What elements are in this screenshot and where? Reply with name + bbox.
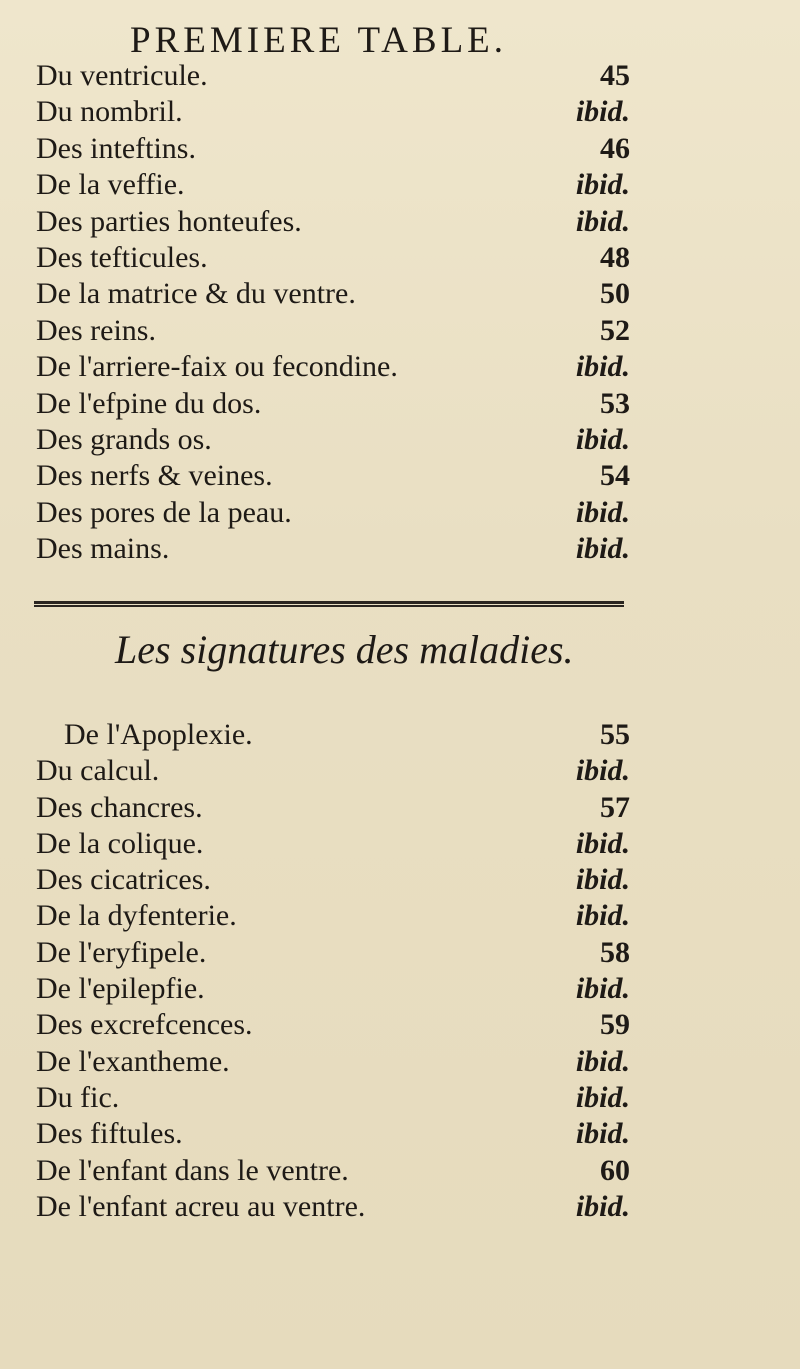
entry-title: De l'efpine du dos.	[36, 386, 262, 420]
entry-title: Des cicatrices.	[36, 863, 211, 897]
running-head: PREMIERE TABLE.	[130, 20, 508, 61]
index-entry	[36, 495, 630, 531]
index-entry	[36, 1116, 630, 1152]
entry-title: Des chancres.	[36, 790, 203, 824]
index-entry	[36, 458, 630, 494]
entry-page-ref: ibid.	[575, 899, 630, 933]
entry-page-ref: ibid.	[575, 754, 630, 788]
anatomy-list	[36, 58, 630, 567]
entry-page-ref: ibid.	[575, 1117, 630, 1151]
index-entry	[36, 1007, 630, 1043]
entry-page-ref: ibid.	[575, 204, 630, 238]
entry-title: Des pores de la peau.	[36, 495, 292, 529]
index-entry	[36, 898, 630, 934]
index-entry	[36, 167, 630, 203]
entry-page-ref: ibid.	[575, 350, 630, 384]
entry-title: Des excrefcences.	[36, 1008, 253, 1042]
entry-page-ref: 57	[600, 790, 630, 824]
index-entry	[36, 313, 630, 349]
entry-title: De la colique.	[36, 826, 204, 860]
entry-page-ref: 58	[600, 935, 630, 969]
index-entry	[36, 971, 630, 1007]
entry-title: Du fic.	[36, 1080, 120, 1114]
entry-title: De l'epilepfie.	[36, 972, 205, 1006]
index-entry	[36, 131, 630, 167]
entry-title: De l'eryfipele.	[36, 935, 207, 969]
entry-page-ref: 50	[600, 277, 630, 311]
entry-title: De la matrice & du ventre.	[36, 277, 356, 311]
index-entry	[36, 349, 630, 385]
entry-title: Des nerfs & veines.	[36, 459, 273, 493]
index-entry	[36, 826, 630, 862]
index-entry	[36, 1080, 630, 1116]
entry-page-ref: ibid.	[575, 95, 630, 129]
entry-page-ref: ibid.	[575, 495, 630, 529]
entry-page-ref: ibid.	[575, 1044, 630, 1078]
entry-title: De la dyfenterie.	[36, 899, 237, 933]
index-entry	[36, 717, 630, 753]
entry-title: De la veffie.	[36, 168, 185, 202]
ornamental-rule	[34, 601, 624, 607]
section-heading: Les signatures des maladies.	[115, 627, 574, 672]
entry-page-ref: 46	[600, 131, 630, 165]
index-entry	[36, 276, 630, 312]
entry-title: Du calcul.	[36, 754, 160, 788]
entry-page-ref: 55	[600, 718, 630, 751]
index-entry	[36, 94, 630, 130]
entry-title: De l'Apoplexie.	[64, 718, 253, 751]
index-entry	[36, 1044, 630, 1080]
entry-page-ref: 48	[600, 240, 630, 274]
entry-page-ref: ibid.	[575, 863, 630, 897]
entry-title: Des parties honteufes.	[36, 204, 302, 238]
entry-title: Du nombril.	[36, 95, 183, 129]
index-entry	[36, 422, 630, 458]
entry-title: Du ventricule.	[36, 59, 208, 92]
index-entry	[36, 862, 630, 898]
entry-title: Des mains.	[36, 532, 170, 566]
disease-list	[36, 717, 630, 1225]
index-entry	[36, 531, 630, 567]
entry-page-ref: 60	[600, 1153, 630, 1187]
entry-page-ref: ibid.	[575, 532, 630, 566]
entry-title: De l'enfant acreu au ventre.	[36, 1189, 366, 1223]
entry-title: Des inteftins.	[36, 131, 196, 165]
entry-page-ref: ibid.	[575, 1189, 630, 1223]
entry-title: Des reins.	[36, 313, 156, 347]
index-entry	[36, 1189, 630, 1225]
entry-title: Des fiftules.	[36, 1117, 183, 1151]
entry-page-ref: ibid.	[575, 826, 630, 860]
entry-page-ref: 53	[600, 386, 630, 420]
entry-title: Des grands os.	[36, 422, 212, 456]
entry-title: De l'enfant dans le ventre.	[36, 1153, 349, 1187]
index-entry	[36, 204, 630, 240]
index-entry	[36, 1153, 630, 1189]
entry-page-ref: 45	[600, 59, 630, 92]
index-entry	[36, 240, 630, 276]
entry-title: Des tefticules.	[36, 240, 208, 274]
index-entry	[36, 58, 630, 94]
index-entry	[36, 790, 630, 826]
entry-title: De l'arriere-faix ou fecondine.	[36, 350, 398, 384]
entry-page-ref: 59	[600, 1008, 630, 1042]
entry-page-ref: ibid.	[575, 168, 630, 202]
index-entry	[36, 753, 630, 789]
entry-page-ref: ibid.	[575, 422, 630, 456]
entry-page-ref: ibid.	[575, 1080, 630, 1114]
entry-page-ref: 52	[600, 313, 630, 347]
entry-title: De l'exantheme.	[36, 1044, 230, 1078]
index-entry	[36, 935, 630, 971]
entry-page-ref: 54	[600, 459, 630, 493]
entry-page-ref: ibid.	[575, 972, 630, 1006]
index-entry	[36, 386, 630, 422]
